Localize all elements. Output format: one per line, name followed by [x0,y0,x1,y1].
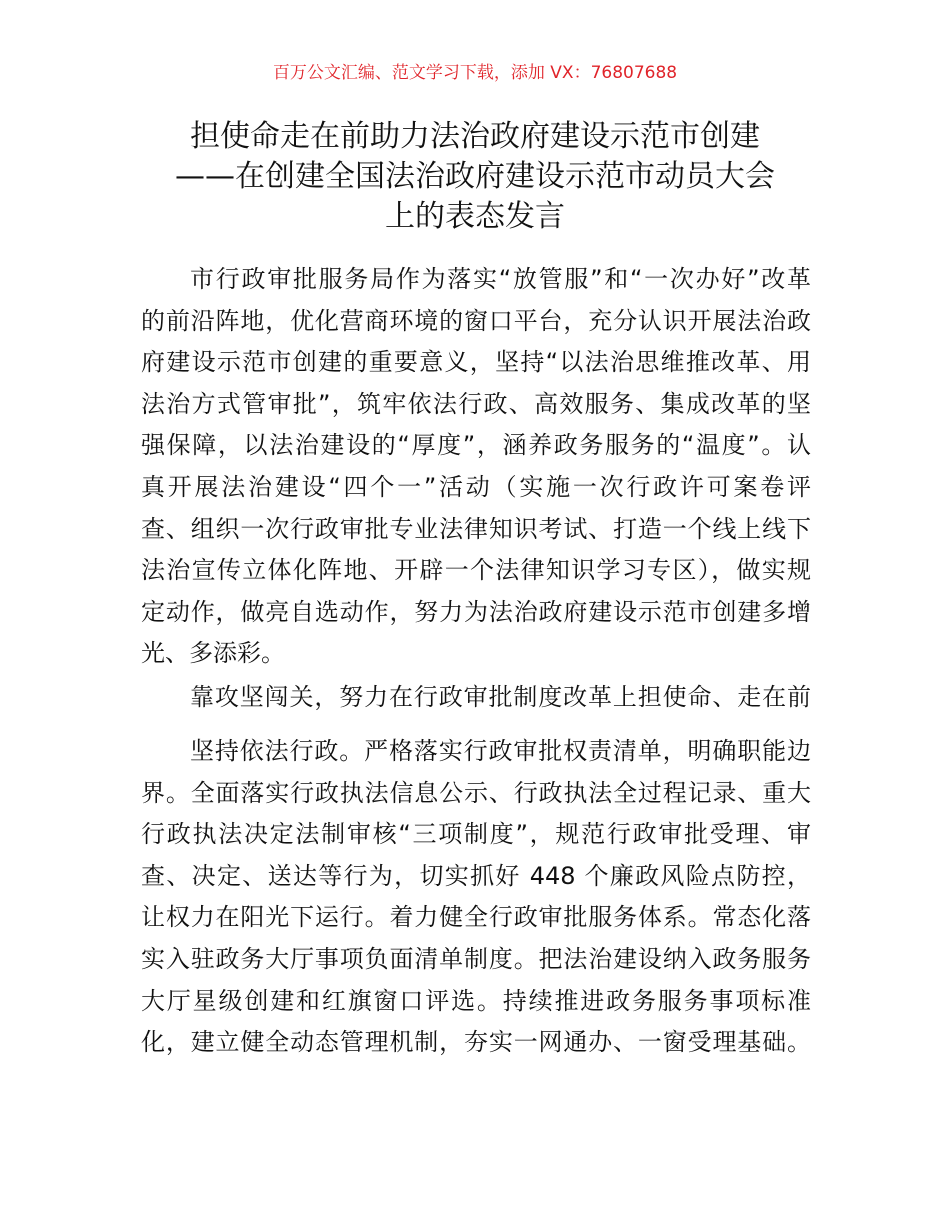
paragraph-1 [141,259,811,675]
paragraph-line: 定动作，做亮自选动作，努力为法治政府建设示范市创建多增 [141,597,811,626]
header-watermark: 百万公文汇编、范文学习下载，添加 VX：76807688 [272,63,678,83]
paragraph-line: 光、多添彩。 [141,639,285,668]
paragraph-line: 查、组织一次行政审批专业法律知识考试、打造一个线上线下 [141,514,811,543]
title-line: 担使命走在前助力法治政府建设示范市创建 [190,119,760,154]
paragraph-line: 让权力在阳光下运行。着力健全行政审批服务体系。常态化落 [141,903,811,932]
title-line: 上的表态发言 [385,199,565,234]
paragraph-2 [141,677,811,719]
paragraph-line: 查、决定、送达等行为，切实抓好 448 个廉政风险点防控， [141,861,811,890]
paragraph-3 [141,731,811,1064]
document-title [100,117,850,237]
paragraph-line: 府建设示范市创建的重要意义，坚持“以法治思维推改革、用 [141,348,811,377]
paragraph-line: 法治方式管审批”，筑牢依法行政、高效服务、集成改革的坚 [141,389,811,418]
paragraph-line: 真开展法治建设“四个一”活动（实施一次行政许可案卷评 [141,472,811,501]
paragraph-line: 法治宣传立体化阵地、开辟一个法律知识学习专区），做实规 [141,556,811,585]
paragraph-line: 化，建立健全动态管理机制，夯实一网通办、一窗受理基础。 [141,1028,811,1057]
paragraph-line: 靠攻坚闯关，努力在行政审批制度改革上担使命、走在前 [190,683,811,711]
paragraph-line: 的前沿阵地，优化营商环境的窗口平台，充分认识开展法治政 [141,306,811,335]
paragraph-line: 行政执法决定法制审核“三项制度”，规范行政审批受理、审 [141,820,811,849]
paragraph-line: 市行政审批服务局作为落实“放管服”和“一次办好”改革 [190,265,811,293]
title-line: ——在创建全国法治政府建设示范市动员大会 [175,159,775,194]
paragraph-line: 界。全面落实行政执法信息公示、行政执法全过程记录、重大 [141,778,811,807]
paragraph-line: 强保障，以法治建设的“厚度”，涵养政务服务的“温度”。认 [141,431,811,460]
paragraph-line: 实入驻政务大厅事项负面清单制度。把法治建设纳入政务服务 [141,944,811,973]
paragraph-line: 坚持依法行政。严格落实行政审批权责清单，明确职能边 [190,737,811,765]
paragraph-line: 大厅星级创建和红旗窗口评选。持续推进政务服务事项标准 [141,986,811,1015]
